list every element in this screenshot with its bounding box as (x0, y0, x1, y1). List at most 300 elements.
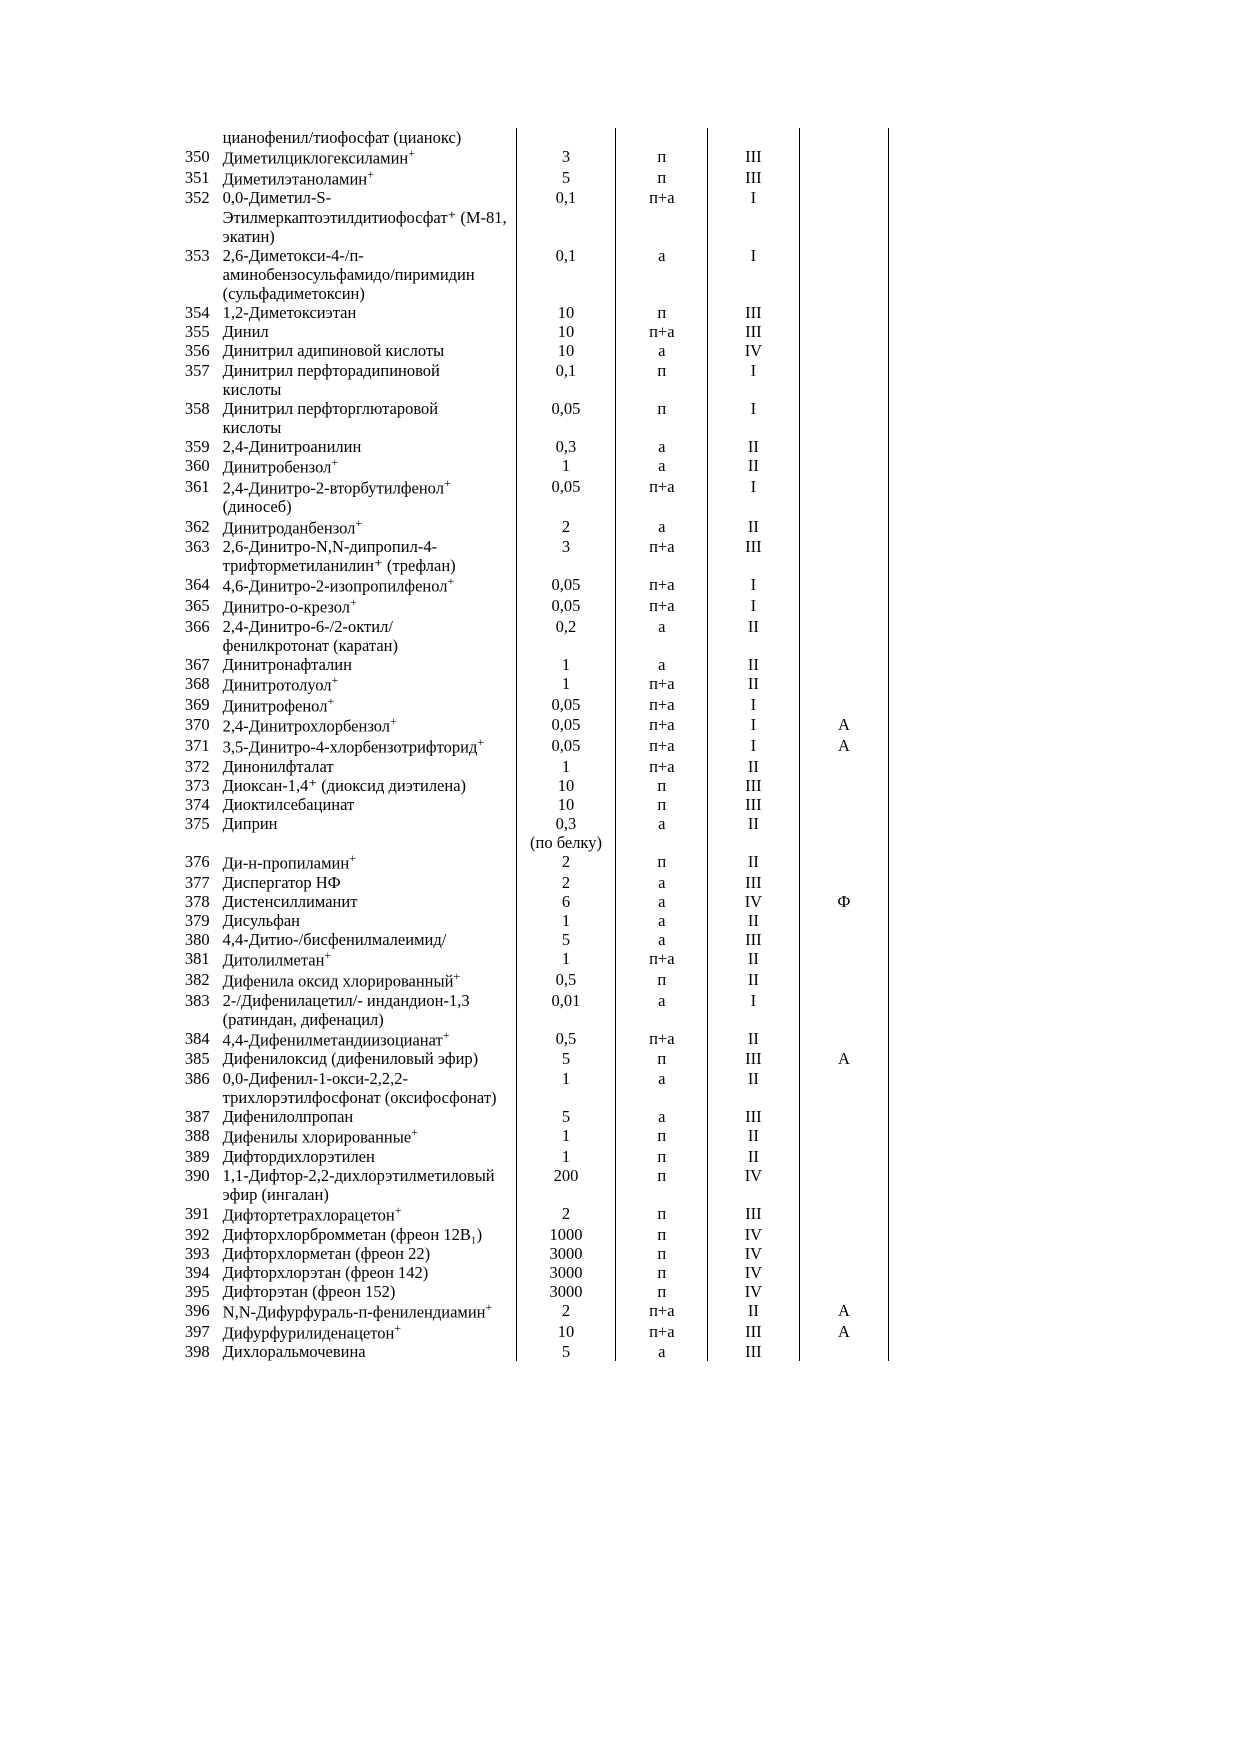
row-value-text: 0,05 (551, 694, 581, 714)
row-mark (799, 246, 888, 303)
row-name-text: Диоктилсебацинат (222, 794, 355, 814)
table-row (168, 575, 948, 596)
row-mark (799, 911, 888, 930)
row-name (217, 1282, 516, 1301)
row-number: 351 (184, 167, 210, 187)
row-value-text: 10 (557, 775, 575, 795)
row-number: 380 (184, 930, 210, 950)
row-number: 386 (184, 1068, 210, 1088)
row-phase: п (616, 852, 708, 873)
row-class: III (708, 168, 800, 189)
row-mark (799, 341, 888, 360)
row-value-text: 0,05 (551, 715, 581, 735)
row-class: II (708, 949, 800, 970)
row-phase: п+а (616, 188, 708, 245)
row-name-line2: аминобензосульфамидо/пиримидин (сульфадиметоксин) (222, 264, 475, 303)
row-tail (889, 776, 948, 795)
row-name (217, 1069, 516, 1107)
row-phase: а (616, 873, 708, 892)
row-name (217, 757, 516, 776)
row-value (516, 477, 616, 517)
row-class: III (708, 537, 800, 575)
row-value-text: 10 (557, 794, 575, 814)
row-name-text: Ди-н-пропиламин (222, 853, 350, 873)
row-tail (889, 1126, 948, 1147)
table-row (168, 814, 948, 852)
row-name (217, 1204, 516, 1225)
row-value-note: (по белку) (530, 833, 602, 852)
row-value-text: 3000 (549, 1281, 583, 1301)
row-tail (889, 537, 948, 575)
row-name-text: Дифторхлорэтан (фреон 142) (222, 1262, 429, 1282)
row-value (516, 911, 616, 930)
row-name (217, 776, 516, 795)
row-mark (799, 1166, 888, 1204)
row-number: 376 (184, 852, 210, 872)
row-class: II (708, 456, 800, 477)
row-phase: п+а (616, 596, 708, 617)
row-phase: а (616, 911, 708, 930)
row-number: 352 (184, 188, 210, 208)
row-number: 377 (184, 872, 210, 892)
row-phase: а (616, 246, 708, 303)
row-mark (799, 1029, 888, 1050)
row-name-text: Дифтортетрахлорацетон (222, 1205, 395, 1225)
row-mark (799, 949, 888, 970)
row-value (516, 1244, 616, 1263)
row-name-line2: (ратиндан, дифенацил) (222, 1009, 384, 1029)
row-mark (799, 517, 888, 538)
row-name-line2: трифторметиланилин⁺ (трефлан) (222, 556, 456, 576)
row-number: 361 (184, 476, 210, 496)
row-phase: а (616, 1107, 708, 1126)
row-name-text: Динитро-о-крезол (222, 597, 351, 617)
row-value-text: 5 (561, 1049, 571, 1069)
row-value-text: 0,1 (555, 245, 577, 265)
row-name (217, 456, 516, 477)
table-row (168, 617, 948, 655)
row-name (217, 361, 516, 399)
row-number: 354 (184, 303, 210, 323)
table-row (168, 873, 948, 892)
row-number: 374 (184, 794, 210, 814)
row-value (516, 1107, 616, 1126)
row-value (516, 776, 616, 795)
row-value-text: 6 (561, 891, 571, 911)
row-value-text: 0,2 (555, 616, 577, 636)
table-row (168, 188, 948, 245)
row-mark (799, 970, 888, 991)
row-value-text: 3000 (549, 1262, 583, 1282)
row-class: III (708, 303, 800, 322)
row-name (217, 736, 516, 757)
row-tail (889, 517, 948, 538)
row-mark (799, 757, 888, 776)
row-mark (799, 1263, 888, 1282)
row-name-text: 2,6-Диметокси-4-/п- (222, 245, 364, 265)
row-number: 373 (184, 775, 210, 795)
row-value-text: 1 (561, 1125, 571, 1145)
row-value-text: 0,05 (551, 398, 581, 418)
table-row (168, 1263, 948, 1282)
table-row (168, 322, 948, 341)
row-name-superscript: + (331, 455, 339, 470)
row-number: 398 (184, 1342, 210, 1362)
row-number: 353 (184, 245, 210, 265)
row-number: 392 (184, 1224, 210, 1244)
row-mark (799, 776, 888, 795)
row-value (516, 814, 616, 852)
row-tail (889, 695, 948, 716)
row-phase: п (616, 1147, 708, 1166)
row-value-text: 2 (561, 1301, 571, 1320)
row-value (516, 852, 616, 873)
row-name (217, 1107, 516, 1126)
row-phase: а (616, 655, 708, 674)
row-tail (889, 1263, 948, 1282)
row-class: I (708, 188, 800, 245)
table-row (168, 341, 948, 360)
row-name (217, 246, 516, 303)
row-number: 393 (184, 1243, 210, 1263)
table-sheet (168, 128, 948, 1361)
row-class: II (708, 852, 800, 873)
row-name (217, 814, 516, 852)
row-name (217, 795, 516, 814)
row-number: 385 (184, 1049, 210, 1069)
row-name (217, 970, 516, 991)
table-row (168, 1029, 948, 1050)
row-tail (889, 1282, 948, 1301)
row-tail (889, 736, 948, 757)
row-value-text: 5 (561, 930, 571, 950)
row-name-text: Диприн (222, 813, 278, 833)
row-class: IV (708, 1225, 800, 1244)
row-class: III (708, 776, 800, 795)
table-row-continuation (168, 128, 948, 147)
row-name (217, 1029, 516, 1050)
row-name-superscript: + (485, 1300, 493, 1314)
row-tail (889, 477, 948, 517)
row-class: IV (708, 341, 800, 360)
row-class: III (708, 1342, 800, 1361)
row-value (516, 596, 616, 617)
row-class: I (708, 736, 800, 757)
row-name-superscript: + (327, 693, 335, 708)
row-phase: а (616, 1069, 708, 1107)
row-phase: а (616, 341, 708, 360)
table-row (168, 930, 948, 949)
table-row (168, 1107, 948, 1126)
row-number: 387 (184, 1106, 210, 1126)
row-phase (616, 128, 708, 147)
row-class: I (708, 246, 800, 303)
row-tail (889, 456, 948, 477)
row-mark (799, 128, 888, 147)
table-row (168, 1204, 948, 1225)
row-value (516, 1069, 616, 1107)
row-name-text: Динитронафталин (222, 654, 352, 674)
row-class: IV (708, 1244, 800, 1263)
row-phase: п (616, 399, 708, 437)
row-mark (799, 873, 888, 892)
row-name (217, 655, 516, 674)
row-value-text: 1 (561, 654, 571, 674)
row-name-text: Динитрил адипиновой кислоты (222, 341, 445, 361)
row-value (516, 1126, 616, 1147)
row-value (516, 1049, 616, 1068)
row-phase: п (616, 303, 708, 322)
row-value (516, 1282, 616, 1301)
row-tail (889, 361, 948, 399)
row-name-line2: Этилмеркаптоэтилдитиофосфат⁺ (М-81, экатин) (222, 207, 507, 246)
row-tail (889, 949, 948, 970)
row-value-text: 2 (561, 1203, 571, 1223)
row-tail (889, 1342, 948, 1361)
row-value-text: 0,05 (551, 575, 581, 595)
row-name-text: Дифтордихлорэтилен (222, 1146, 375, 1166)
row-class: II (708, 674, 800, 695)
row-class: II (708, 814, 800, 852)
row-value (516, 873, 616, 892)
row-name-text: 4,4-Дитио-/бисфенилмалеимид/ (222, 930, 447, 950)
row-phase: п (616, 795, 708, 814)
row-phase: п+а (616, 695, 708, 716)
row-mark (799, 361, 888, 399)
row-class: II (708, 1069, 800, 1107)
row-phase: п+а (616, 477, 708, 517)
row-phase: п (616, 1049, 708, 1068)
row-tail (889, 1204, 948, 1225)
row-name (217, 852, 516, 873)
row-name-text: 3,5-Динитро-4-хлорбензотрифторид (222, 737, 478, 757)
row-tail (889, 674, 948, 695)
row-name-superscript: + (350, 595, 357, 609)
row-value (516, 1147, 616, 1166)
row-class: III (708, 873, 800, 892)
row-value (516, 128, 616, 147)
row-number: 394 (184, 1262, 210, 1282)
row-name (217, 399, 516, 437)
row-name-text: Динитроданбензол (222, 518, 356, 537)
row-mark (799, 456, 888, 477)
row-name-line2: (диносеб) (222, 497, 292, 517)
row-mark (799, 1282, 888, 1301)
row-number: 384 (184, 1028, 210, 1048)
row-name-text: Динонилфталат (222, 756, 334, 776)
row-value (516, 930, 616, 949)
row-number: 391 (184, 1203, 210, 1223)
row-tail (889, 575, 948, 596)
row-name (217, 437, 516, 456)
row-number: 368 (184, 674, 210, 693)
row-value-text: 0,01 (551, 990, 581, 1010)
row-phase: п (616, 776, 708, 795)
row-number: 357 (184, 360, 210, 380)
row-value (516, 575, 616, 596)
row-name (217, 517, 516, 538)
row-class: I (708, 477, 800, 517)
table-row (168, 757, 948, 776)
row-name-text: Дифурфурилиденацетон (222, 1323, 395, 1343)
row-tail (889, 1166, 948, 1204)
row-phase: п (616, 1204, 708, 1225)
row-value (516, 1029, 616, 1050)
row-tail (889, 188, 948, 245)
row-name-line2: эфир (ингалан) (222, 1184, 329, 1204)
row-class: I (708, 575, 800, 596)
row-class: III (708, 1049, 800, 1068)
row-name (217, 1166, 516, 1204)
row-name-superscript: + (394, 1202, 402, 1217)
row-mark (799, 1342, 888, 1361)
table-row (168, 168, 948, 189)
row-name (217, 322, 516, 341)
row-mark (799, 1069, 888, 1107)
row-number: 363 (184, 537, 210, 557)
row-tail (889, 1147, 948, 1166)
row-phase: п+а (616, 757, 708, 776)
row-value-text: 0,3 (555, 813, 577, 833)
row-value (516, 399, 616, 437)
row-phase: а (616, 456, 708, 477)
table-row (168, 1322, 948, 1343)
row-value-text: 1 (561, 911, 571, 930)
row-value (516, 617, 616, 655)
row-number: 396 (184, 1301, 210, 1320)
row-class: II (708, 1126, 800, 1147)
row-mark (799, 399, 888, 437)
row-tail (889, 1029, 948, 1050)
row-name (217, 168, 516, 189)
row-value-text: 1 (561, 949, 571, 969)
table-row (168, 892, 948, 911)
row-value (516, 1301, 616, 1322)
row-name-superscript: + (453, 968, 461, 983)
row-tail (889, 246, 948, 303)
row-tail (889, 1244, 948, 1263)
table-row (168, 596, 948, 617)
row-tail (889, 873, 948, 892)
row-name-text: Дитолилметан (222, 950, 325, 970)
table-row (168, 303, 948, 322)
row-mark (799, 617, 888, 655)
row-phase: а (616, 814, 708, 852)
table-row (168, 456, 948, 477)
table-row (168, 715, 948, 736)
row-value-text: 5 (561, 1342, 571, 1362)
row-class: II (708, 1147, 800, 1166)
row-mark (799, 596, 888, 617)
row-value (516, 795, 616, 814)
row-tail (889, 1322, 948, 1343)
row-name-text: Дифторхлорбромметан (фреон 12В₁) (222, 1224, 483, 1244)
row-phase: п+а (616, 575, 708, 596)
row-tail (889, 437, 948, 456)
row-class: IV (708, 1166, 800, 1204)
row-class: II (708, 1301, 800, 1322)
row-value (516, 736, 616, 757)
row-mark (799, 814, 888, 852)
row-value (516, 674, 616, 695)
row-name-superscript: + (477, 734, 485, 749)
row-number: 359 (184, 437, 210, 456)
table-row (168, 852, 948, 873)
table-row (168, 736, 948, 757)
row-phase: п+а (616, 715, 708, 736)
table-row (168, 970, 948, 991)
row-value-text: 1000 (549, 1224, 583, 1244)
row-name-superscript: + (443, 475, 451, 490)
row-name-text: 1,1-Дифтор-2,2-дихлорэтилметиловый (222, 1165, 495, 1185)
row-tail (889, 1069, 948, 1107)
row-phase: п+а (616, 736, 708, 757)
row-number: 365 (184, 596, 210, 615)
row-name (217, 892, 516, 911)
row-name (217, 596, 516, 617)
row-tail (889, 852, 948, 873)
row-mark: А (799, 1301, 888, 1322)
table-row (168, 1049, 948, 1068)
row-mark (799, 575, 888, 596)
table-row (168, 695, 948, 716)
row-name-text: Динитротолуол (222, 675, 332, 695)
row-value-text: 200 (553, 1165, 579, 1185)
row-number: 371 (184, 735, 210, 755)
row-mark: А (799, 715, 888, 736)
row-tail (889, 1225, 948, 1244)
row-mark (799, 1204, 888, 1225)
row-name (217, 1126, 516, 1147)
row-name (217, 1322, 516, 1343)
row-tail (889, 399, 948, 437)
row-tail (889, 991, 948, 1029)
row-value (516, 517, 616, 538)
row-tail (889, 168, 948, 189)
row-tail (889, 930, 948, 949)
row-tail (889, 814, 948, 852)
row-value-text: 0,05 (551, 476, 581, 496)
row-name-text: Дифторхлорметан (фреон 22) (222, 1243, 431, 1263)
row-value-text: 1 (561, 456, 571, 476)
row-value-text: 10 (557, 341, 575, 361)
row-name-text: Дифенилолпропан (222, 1106, 354, 1126)
row-phase: п+а (616, 1029, 708, 1050)
table-row (168, 437, 948, 456)
table-row (168, 246, 948, 303)
row-mark: А (799, 1322, 888, 1343)
row-name (217, 930, 516, 949)
row-value-text: 2 (561, 872, 571, 892)
row-value (516, 970, 616, 991)
row-name (217, 1301, 516, 1322)
row-value (516, 147, 616, 168)
row-class: II (708, 517, 800, 538)
row-value (516, 456, 616, 477)
table-row (168, 147, 948, 168)
row-phase: п (616, 970, 708, 991)
row-value-text: 1 (561, 756, 571, 776)
row-phase: п+а (616, 537, 708, 575)
row-phase: а (616, 617, 708, 655)
row-name-text: Дихлоральмочевина (222, 1342, 366, 1362)
row-name-text: Дифенилоксид (дифениловый эфир) (222, 1049, 479, 1069)
row-value-text: 0,05 (551, 596, 581, 615)
row-name (217, 1049, 516, 1068)
row-class: III (708, 1204, 800, 1225)
row-name-text: N,N-Дифурфураль-п-фенилендиамин (222, 1302, 486, 1322)
row-phase: п (616, 168, 708, 189)
